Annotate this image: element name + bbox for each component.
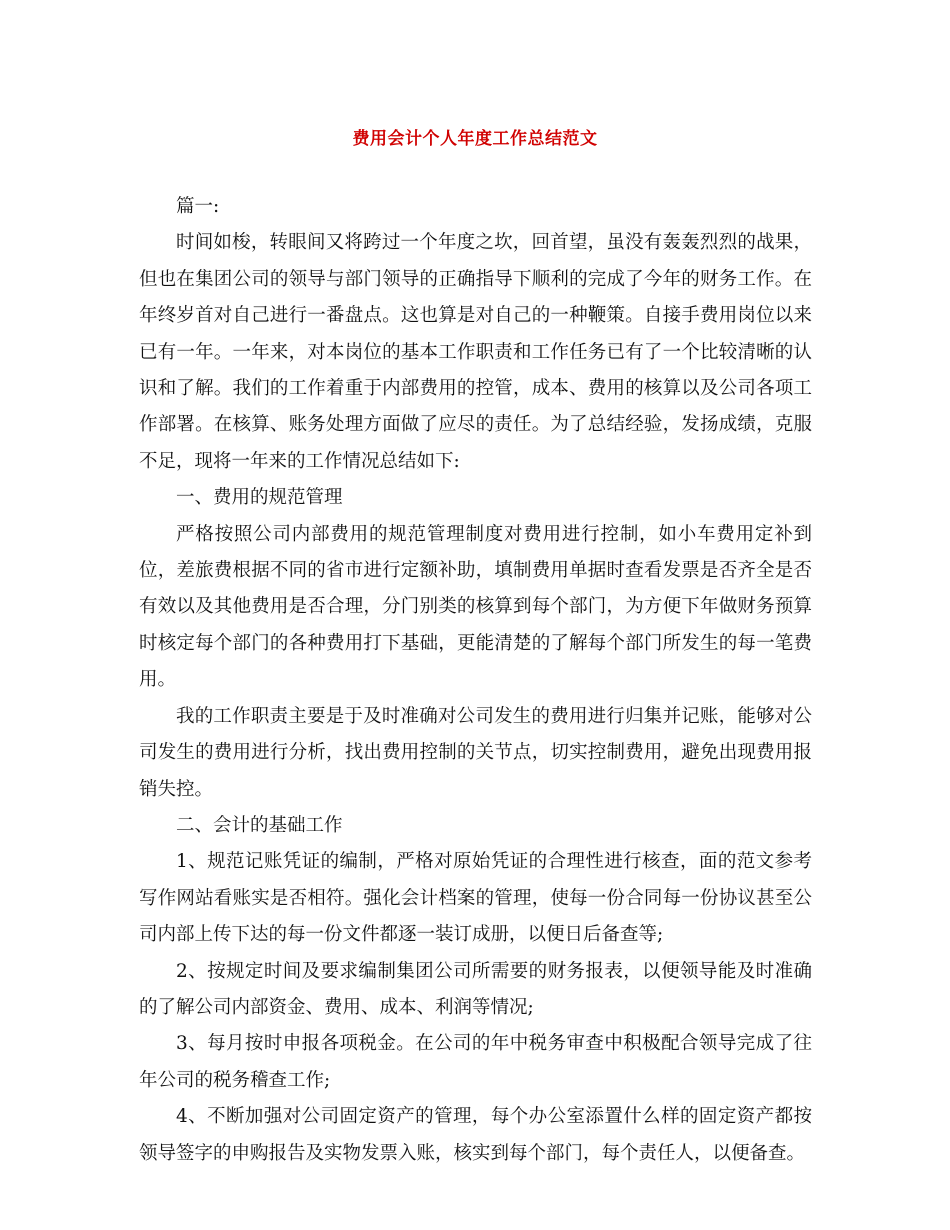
document-body — [139, 189, 812, 1172]
document-title: 费用会计个人年度工作总结范文 — [352, 129, 598, 149]
heading-expense-management: 一、费用的规范管理 — [176, 487, 343, 509]
list-item-2: 2、按规定时间及要求编制集团公司所需要的财务报表，以便领导能及时准确的了解公司内部资金、费用、成本、利润等情况; — [139, 960, 812, 1018]
list-item-1: 1、规范记账凭证的编制，严格对原始凭证的合理性进行核查，面的范文参考写作网站看账实是否相符。强化会计档案的管理，使每一份合同每一份协议甚至公司内部上传下达的每一份文件都逐一装订成册，以便日后备查等; — [139, 851, 812, 946]
list-item-3: 3、每月按时申报各项税金。在公司的年中税务审查中积极配合领导完成了往年公司的税务稽查工作; — [139, 1033, 812, 1091]
heading-accounting-basics: 二、会计的基础工作 — [176, 814, 343, 836]
list-item-4: 4、不断加强对公司固定资产的管理，每个办公室添置什么样的固定资产都按领导签字的申购报告及实物发票入账，核实到每个部门，每个责任人，以便备查。 — [139, 1106, 812, 1164]
section-label-part-one: 篇一: — [176, 196, 220, 217]
intro-paragraph: 时间如梭，转眼间又将跨过一个年度之坎，回首望，虽没有轰轰烈烈的战果，但也在集团公司的领导与部门领导的正确指导下顺利的完成了今年的财务工作。在年终岁首对自己进行一番盘点。这也算是对自己的一种鞭策。自接手费用岗位以来已有一年。一年来，对本岗位的基本工作职责和工作任务已有了一个比较清晰的认识和了解。我们的工作着重于内部费用的控管，成本、费用的核算以及公司各项工作部署。在核算、账务处理方面做了应尽的责任。为了总结经验，发扬成绩，克服不足，现将一年来的工作情况总结如下: — [139, 232, 812, 472]
paragraph-expense-control: 严格按照公司内部费用的规范管理制度对费用进行控制，如小车费用定补到位，差旅费根据不同的省市进行定额补助，填制费用单据时查看发票是否齐全是否有效以及其他费用是否合理，分门别类的核算到每个部门，为方便下年做财务预算时核定每个部门的各种费用打下基础，更能清楚的了解每个部门所发生的每一笔费用。 — [139, 523, 812, 691]
paragraph-job-duties: 我的工作职责主要是于及时准确对公司发生的费用进行归集并记账，能够对公司发生的费用进行分析，找出费用控制的关节点，切实控制费用，避免出现费用报销失控。 — [139, 705, 812, 800]
